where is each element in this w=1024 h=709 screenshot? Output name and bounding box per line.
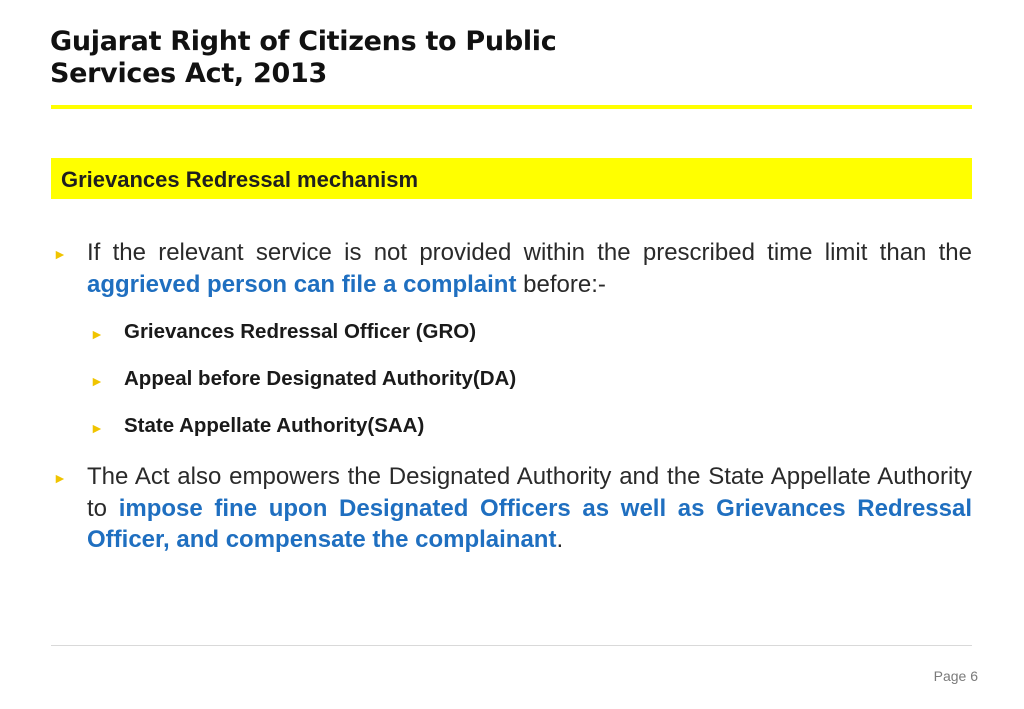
point-2-highlight: impose fine upon Designated Officers as well as Grievances Redressal Officer, and compensate the complainant	[87, 494, 972, 553]
point-1-text-before: If the relevant service is not provided within the prescribed time limit than the	[87, 239, 972, 266]
point-1-text	[87, 237, 972, 300]
slide-title-line-1: Gujarat Right of Citizens to Public	[50, 26, 557, 57]
sub-bullet-arrow-icon: ►	[90, 373, 104, 389]
point-2-text-before: The Act also empowers the Designated Authority and the State Appellate Authority to	[87, 463, 972, 522]
point-1-highlight: aggrieved person can file a complaint	[87, 270, 517, 298]
point-1-text-after: before:-	[516, 270, 606, 298]
slide-title	[50, 26, 750, 90]
sub-point-da: Appeal before Designated Authority(DA)	[124, 367, 517, 390]
sub-bullet-arrow-icon: ►	[90, 420, 104, 436]
bullet-arrow-icon: ►	[53, 470, 67, 486]
point-2-text-after: .	[556, 526, 564, 553]
sub-point-gro: Grievances Redressal Officer (GRO)	[124, 320, 477, 343]
footer-divider	[51, 645, 972, 646]
sub-bullet-arrow-icon: ►	[90, 326, 104, 342]
point-2-text	[87, 461, 972, 556]
slide-title-line-2: Services Act, 2013	[50, 58, 327, 89]
section-banner	[51, 158, 972, 199]
page-number: Page 6	[933, 668, 978, 684]
sub-point-saa: State Appellate Authority(SAA)	[124, 414, 425, 437]
section-heading: Grievances Redressal mechanism	[61, 167, 419, 192]
bullet-arrow-icon: ►	[53, 246, 67, 262]
title-underline	[51, 105, 972, 109]
